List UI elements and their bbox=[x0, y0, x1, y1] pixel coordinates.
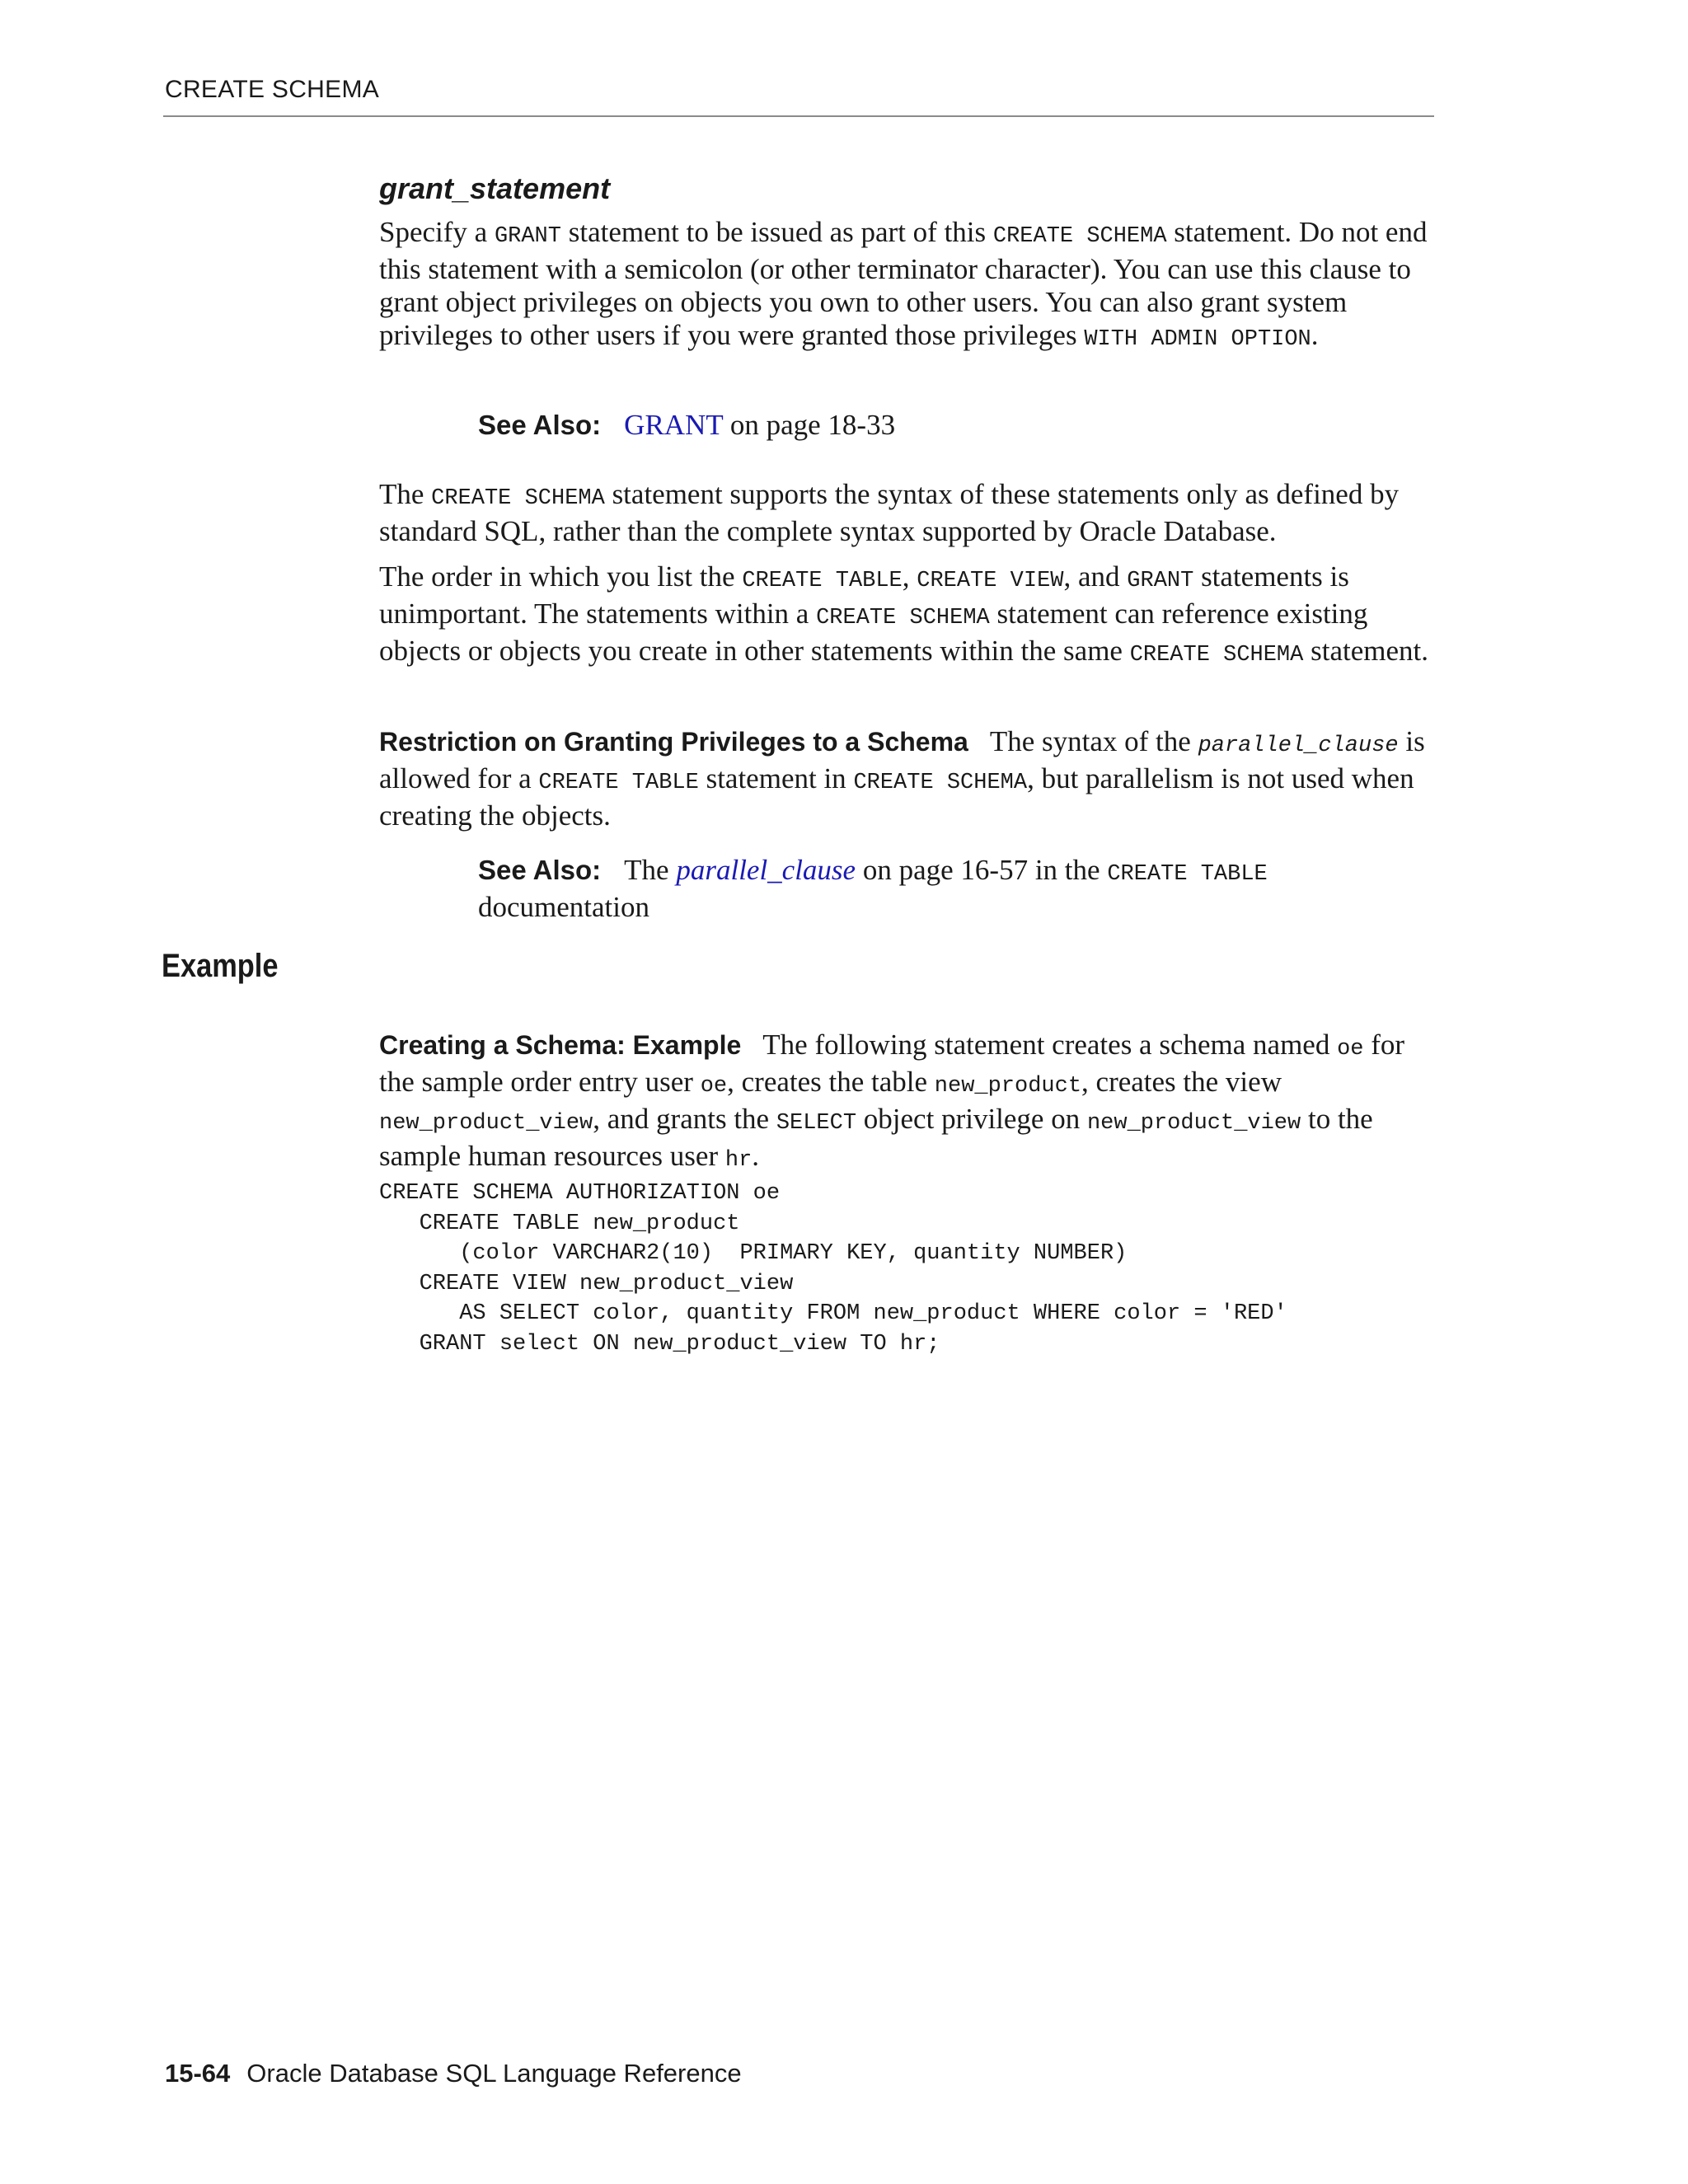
see-also-label: See Also: bbox=[478, 410, 602, 440]
code-example bbox=[379, 1179, 1287, 1359]
paragraph-restriction: Restriction on Granting Privileges to a Schema The syntax of the parallel_clause is allowed for a CREATE TABLE statement in CREATE SCHEMA, but parallelism is not used when creating the objects. bbox=[379, 725, 1425, 832]
example-runin-heading: Creating a Schema: Example bbox=[379, 1030, 742, 1060]
example-heading: Example bbox=[162, 948, 279, 984]
paragraph-grant-statement: Specify a GRANT statement to be issued as part of this CREATE SCHEMA statement. Do not end this statement with a semicolon (or other terminator character). You can use this clause to grant object privileges on objects you own to other users. You can also grant system privileges to other users if you were granted those privileges WITH ADMIN OPTION. bbox=[379, 216, 1428, 352]
see-also-label: See Also: bbox=[478, 855, 602, 885]
see-also-grant: See Also: GRANT on page 18-33 bbox=[478, 409, 896, 441]
code-line: CREATE SCHEMA AUTHORIZATION oe bbox=[379, 1181, 781, 1206]
paragraph-example: Creating a Schema: Example The following statement creates a schema named oe for the sample order entry user oe, creates the table new_product, creates the view new_product_view, and grants the SELECT object privilege on new_product_view to the sample human resources user hr. bbox=[379, 1029, 1405, 1173]
book-title: Oracle Database SQL Language Reference bbox=[246, 2059, 742, 2088]
subheading-grant-statement: grant_statement bbox=[379, 171, 611, 205]
code-line: CREATE TABLE new_product bbox=[379, 1211, 740, 1236]
paragraph-standard-sql: The CREATE SCHEMA statement supports the syntax of these statements only as defined by standard SQL, rather than the complete syntax supported by Oracle Database. bbox=[379, 478, 1400, 547]
code-line: CREATE VIEW new_product_view bbox=[379, 1271, 794, 1296]
page-number: 15-64 bbox=[165, 2059, 231, 2088]
code-line: AS SELECT color, quantity FROM new_product WHERE color = 'RED' bbox=[379, 1301, 1287, 1326]
header-rule bbox=[163, 115, 1434, 117]
page-footer bbox=[165, 2059, 742, 2088]
code-line: GRANT select ON new_product_view TO hr; bbox=[379, 1331, 940, 1357]
parallel-clause-link[interactable]: parallel_clause bbox=[676, 854, 856, 886]
grant-link[interactable]: GRANT bbox=[624, 409, 724, 441]
code-line: (color VARCHAR2(10) PRIMARY KEY, quantity NUMBER) bbox=[379, 1241, 1128, 1266]
see-also-parallel-clause: See Also: The parallel_clause on page 16-57 in the CREATE TABLE documentation bbox=[478, 854, 1268, 923]
restriction-runin-heading: Restriction on Granting Privileges to a Schema bbox=[379, 727, 968, 757]
paragraph-statement-order: The order in which you list the CREATE TABLE, CREATE VIEW, and GRANT statements is unimportant. The statements within a CREATE SCHEMA statement can reference existing objects or objects you create in other statements within the same CREATE SCHEMA statement. bbox=[379, 560, 1428, 668]
running-header: CREATE SCHEMA bbox=[165, 76, 380, 103]
